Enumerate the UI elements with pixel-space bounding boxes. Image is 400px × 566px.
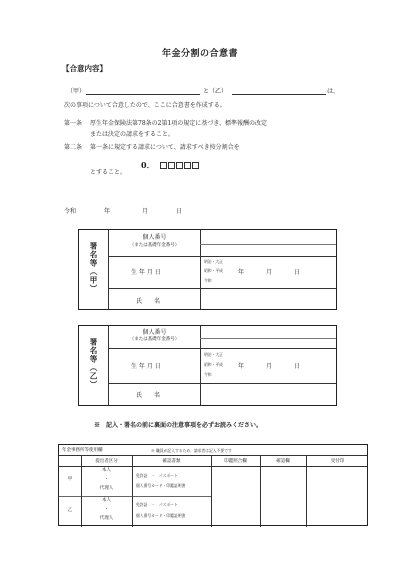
date-year: 年 — [104, 208, 111, 215]
signer-b-vertical-label: 署名等（乙） — [89, 338, 98, 389]
row-b-submitter-self: 本人 — [102, 498, 111, 503]
header-receipt-stamp: 受付印 — [330, 459, 345, 464]
row-a-submitter-dot: ・ — [104, 477, 109, 482]
signer-b-era-1: 明治・大正 — [204, 352, 223, 357]
party-b-blank[interactable] — [232, 94, 326, 95]
row-a-submitter-agent: 代理人 — [99, 486, 114, 491]
ratio-input[interactable] — [141, 153, 200, 172]
party-a-blank[interactable] — [86, 94, 200, 95]
signer-b-name-label: 氏 名 — [136, 392, 161, 399]
signer-b-dob-label: 生 年 月 日 — [131, 363, 161, 370]
row-party-b: 乙 — [67, 508, 73, 513]
header-seal-check: 印鑑照合欄 — [224, 459, 247, 464]
signer-a-name-field[interactable] — [201, 289, 338, 310]
office-use-table — [58, 444, 368, 526]
office-table-note: ※ 職員が記入するため、請求者は記入不要です — [151, 448, 232, 453]
ratio-suffix: とすること。 — [90, 169, 127, 176]
signer-a-id-sub: （または基礎年金番号） — [129, 243, 180, 248]
signer-b-dob-day: 日 — [294, 363, 301, 370]
row-party-a: 甲 — [67, 477, 73, 482]
ratio-digit-box[interactable] — [168, 162, 175, 169]
row-a-submitter-self: 本人 — [102, 468, 111, 473]
signer-a-dob-label: 生 年 月 日 — [131, 269, 161, 276]
office-table-caption: 年金事務所等使用欄 — [62, 448, 103, 453]
signer-a-name-label: 氏 名 — [136, 298, 161, 305]
row-b-doc-2: 個人番号カード・印鑑証明書 — [136, 513, 186, 518]
signer-a-era-3: 令和 — [204, 278, 212, 283]
intro-text: 次の事項について合意したので、ここに合意書を作成する。 — [64, 102, 226, 109]
ha-label: は、 — [327, 88, 340, 95]
signer-b-id-sub: （または基礎年金番号） — [129, 337, 180, 342]
article2-text: 第一条に規定する請求について、請求すべき按分割合を — [90, 144, 240, 151]
signer-b-era-3: 令和 — [204, 372, 212, 377]
row-a-doc-2: 個人番号カード・印鑑証明書 — [136, 483, 186, 488]
row-b-submitter-agent: 代理人 — [99, 516, 114, 521]
article1-text: 厚生年金保険法第78条の2第1項の規定に基づき、標準報酬の改定 — [90, 120, 268, 127]
signer-b-id-field[interactable] — [201, 326, 338, 348]
signer-b-id-label: 個人番号 — [142, 329, 167, 336]
row-a-doc-1: 免許証 ・ パスポート — [136, 473, 178, 478]
signer-a-id-field[interactable] — [201, 230, 338, 256]
article1-text2: または決定の請求をすること。 — [90, 131, 175, 138]
header-submitter: 提出者区分 — [95, 459, 118, 464]
ratio-prefix: 0． — [141, 160, 155, 170]
ratio-digit-box[interactable] — [176, 162, 183, 169]
signer-a-vertical-label: 署名等（甲） — [89, 242, 98, 293]
signer-a-id-label: 個人番号 — [142, 234, 167, 241]
date-day: 日 — [176, 208, 183, 215]
signer-b-dob-year: 年 — [238, 363, 245, 370]
signer-a-era-2: 昭和・平成 — [204, 268, 223, 273]
row-b-doc-1: 免許証 ・ パスポート — [136, 502, 178, 507]
signer-a-era-1: 明治・大正 — [204, 259, 223, 264]
signer-a-dob-month: 月 — [266, 269, 273, 276]
date-month: 月 — [142, 208, 149, 215]
signer-b-dob-month: 月 — [266, 363, 273, 370]
section-heading: 【合意内容】 — [62, 64, 107, 73]
row-b-submitter-dot: ・ — [104, 507, 109, 512]
signer-b-name-field[interactable] — [201, 384, 338, 406]
page-title: 年金分割の合意書 — [161, 49, 238, 59]
signer-a-box — [78, 229, 337, 310]
ratio-digit-box[interactable] — [160, 162, 167, 169]
signer-b-era-2: 昭和・平成 — [204, 362, 223, 367]
and-label: と（乙） — [203, 88, 228, 95]
header-confirmation: 確認欄 — [276, 459, 290, 464]
date-era: 令和 — [64, 208, 77, 215]
signer-a-dob-day: 日 — [294, 269, 301, 276]
ratio-digit-box[interactable] — [192, 162, 199, 169]
ratio-digit-box[interactable] — [184, 162, 191, 169]
article1-label: 第一条 — [64, 120, 83, 127]
party-a-label: （甲） — [67, 88, 86, 95]
signer-b-box — [78, 325, 337, 406]
notice-text: ※ 記入・署名の前に裏面の注意事項を必ずお読みください。 — [94, 422, 263, 429]
article2-label: 第二条 — [64, 144, 83, 151]
header-documents: 確認書類 — [162, 459, 181, 464]
signer-a-dob-year: 年 — [238, 269, 245, 276]
